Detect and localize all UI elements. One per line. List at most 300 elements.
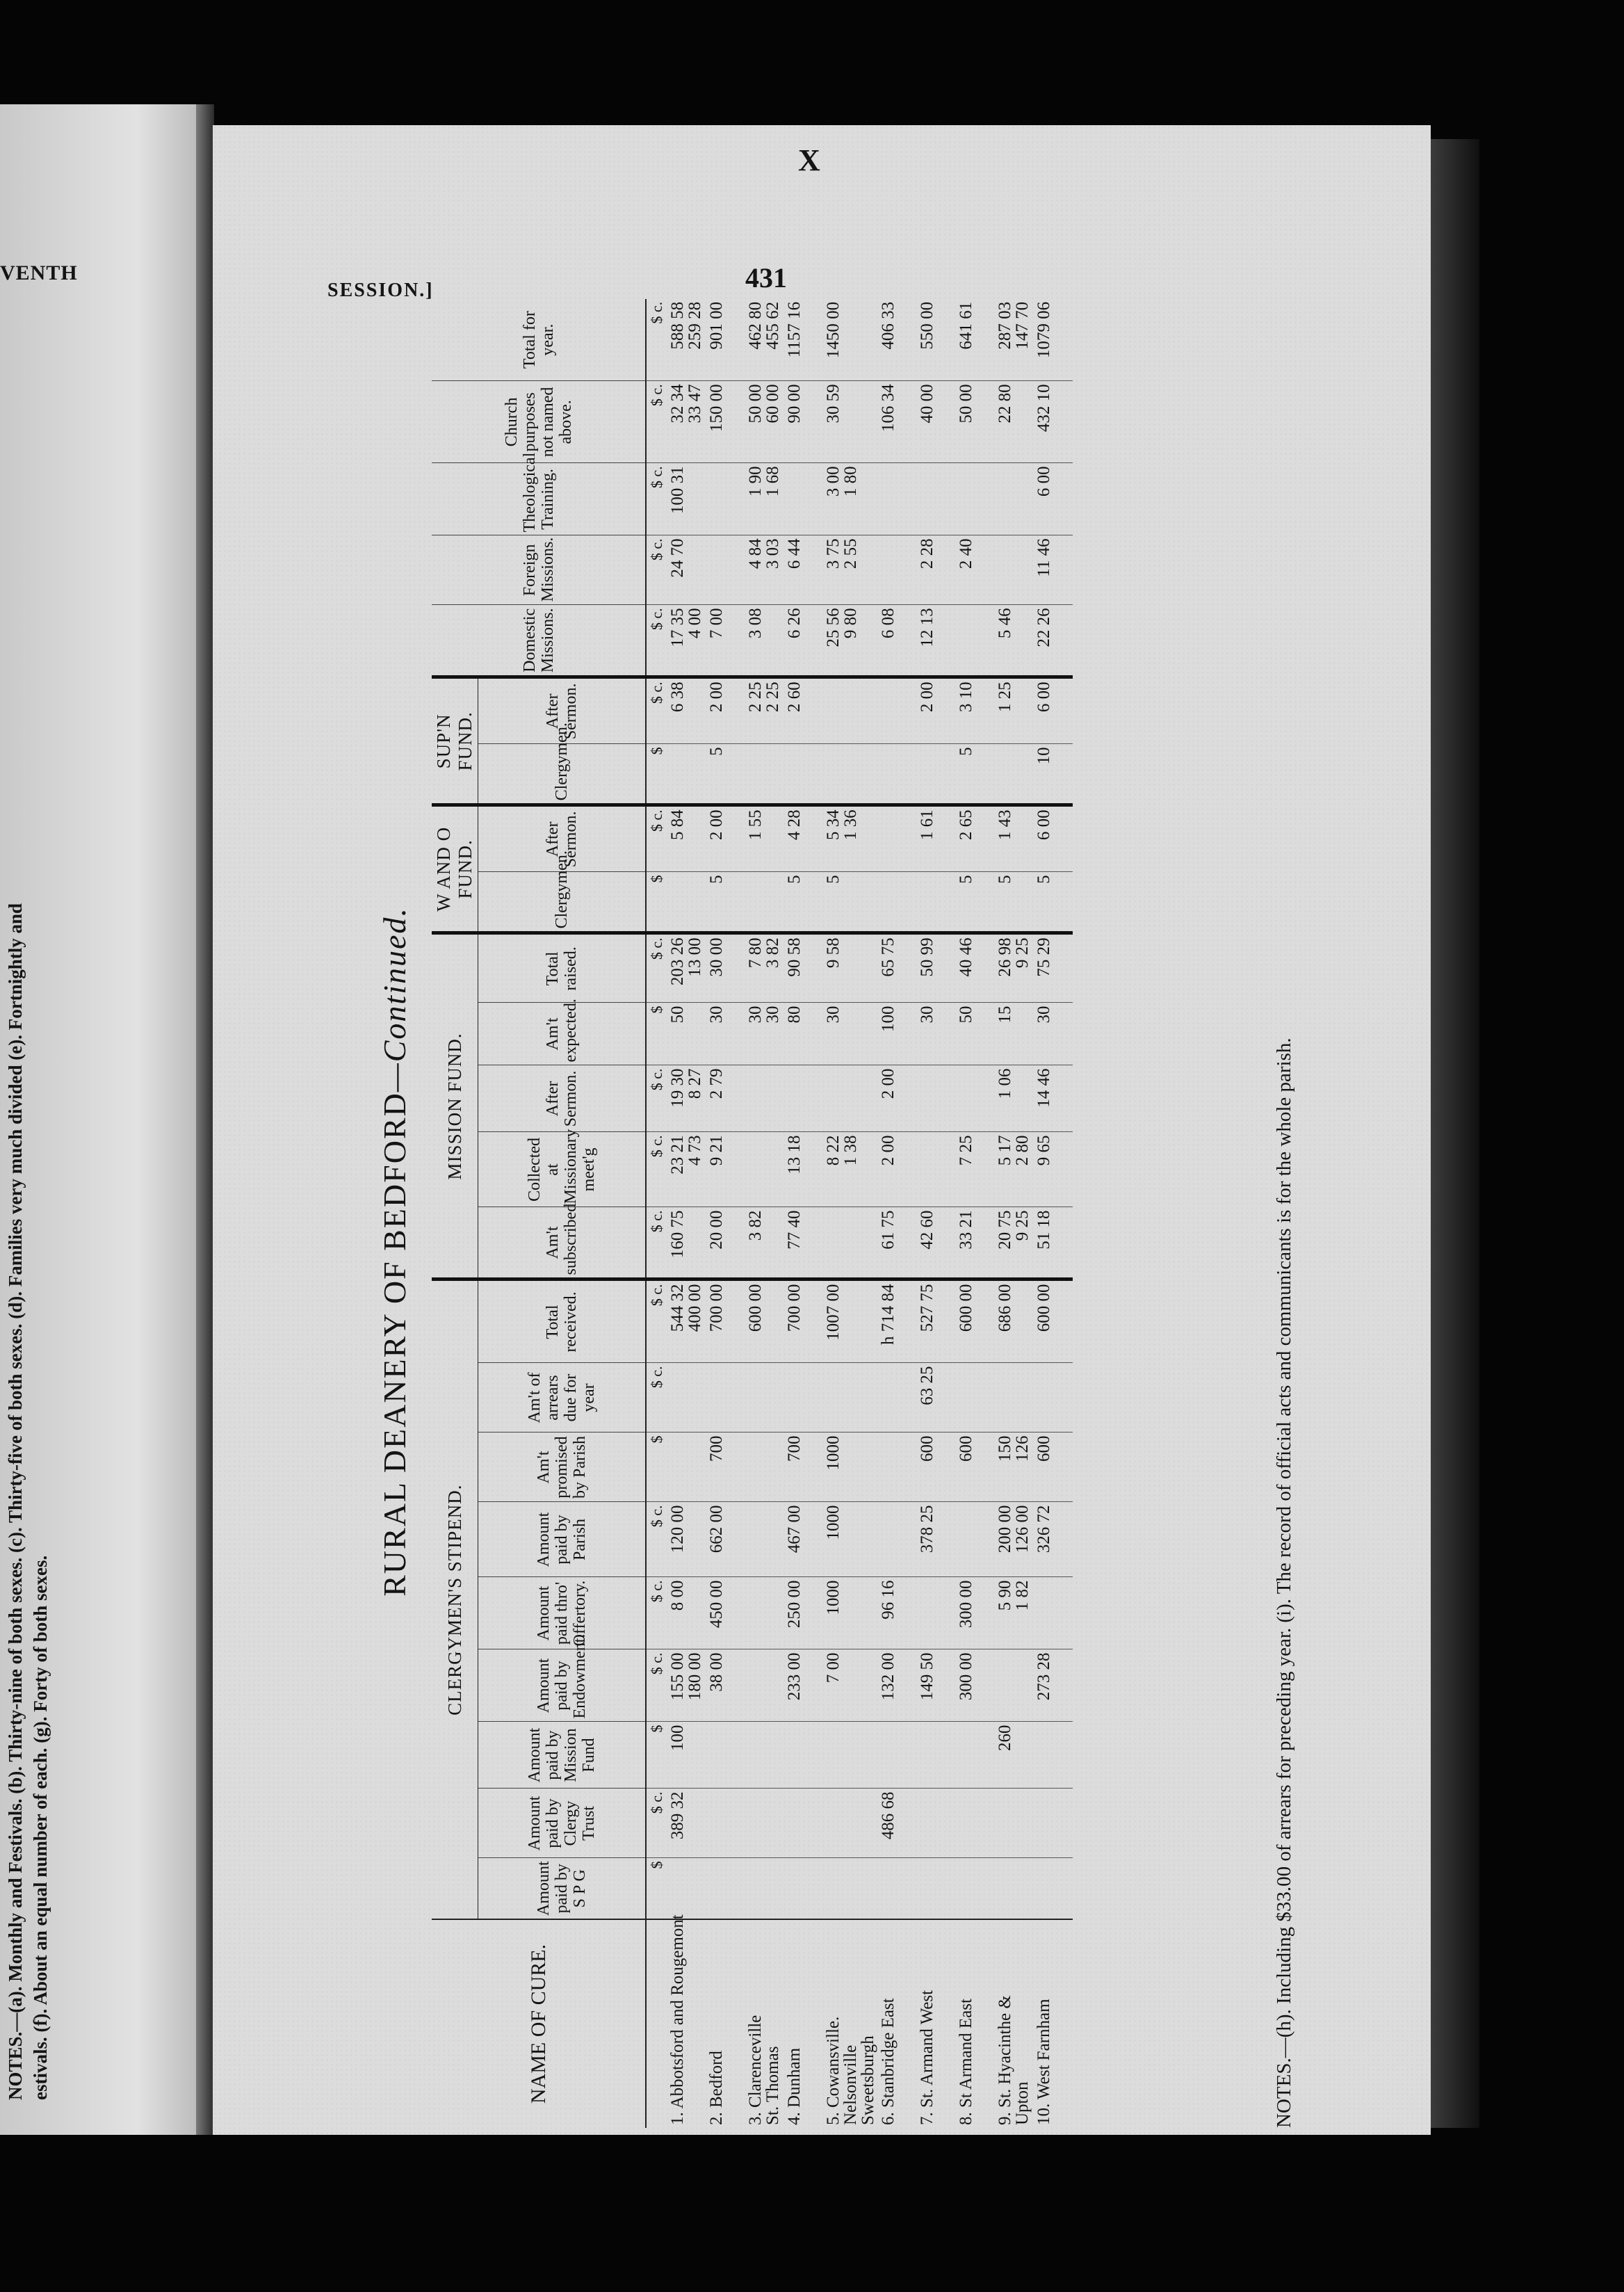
cure-name: 5. Cowansville. Nelsonville Sweetsburgh <box>823 1919 878 2128</box>
table-cell <box>745 1858 784 1919</box>
table-cell <box>878 1722 917 1789</box>
table-cell: 700 <box>784 1432 823 1502</box>
table-cell: 24 70 <box>667 535 706 605</box>
col-header: Amount paid by Clergy Trust <box>478 1789 647 1858</box>
table-cell <box>1034 1363 1073 1432</box>
col-header: Foreign Missions. <box>432 535 646 605</box>
table-cell <box>1034 1789 1073 1858</box>
col-header: Church purposes not named above. <box>432 381 646 463</box>
table-cell <box>878 872 917 933</box>
table-cell: 1450 00 <box>823 299 878 381</box>
table-cell: 63 25 <box>917 1363 956 1432</box>
table-cell <box>956 605 995 677</box>
table-cell: 5 <box>823 872 878 933</box>
table-cell: 5 <box>784 872 823 933</box>
table-cell: 30 00 <box>706 933 745 1003</box>
table-cell <box>823 1065 878 1132</box>
table-cell: 7 80 3 82 <box>745 933 784 1003</box>
col-header: Total raised. <box>478 933 647 1003</box>
table-cell: 106 34 <box>878 381 917 463</box>
table-cell <box>1034 1577 1073 1649</box>
col-header: Collected at Missionary meet'g <box>478 1132 647 1207</box>
table-cell: 527 75 <box>917 1280 956 1363</box>
table-cell: 1 55 <box>745 805 784 872</box>
table-cell: 600 <box>917 1432 956 1502</box>
table-cell: 700 00 <box>706 1280 745 1363</box>
table-cell: 3 08 <box>745 605 784 677</box>
page-number: 431 <box>745 262 787 293</box>
table-cell <box>784 744 823 805</box>
table-cell: 120 00 <box>667 1502 706 1577</box>
table-cell: 30 <box>823 1003 878 1065</box>
table-cell <box>784 1789 823 1858</box>
table-cell: 100 <box>667 1722 706 1789</box>
table-cell: 486 68 <box>878 1789 917 1858</box>
table-cell <box>878 1502 917 1577</box>
table-cell: 4 28 <box>784 805 823 872</box>
table-cell <box>745 1649 784 1722</box>
table-cell: 4 84 3 03 <box>745 535 784 605</box>
wo-group-header: W AND O FUND. <box>432 805 478 933</box>
table-cell <box>878 677 917 744</box>
table-cell: 75 29 <box>1034 933 1073 1003</box>
table-row <box>823 299 878 2128</box>
unit-cell: $ c. <box>646 535 667 605</box>
unit-cell: $ c. <box>646 1363 667 1432</box>
table-cell: 40 00 <box>917 381 956 463</box>
table-cell: 150 00 <box>706 381 745 463</box>
table-cell <box>706 463 745 535</box>
table-cell <box>917 1858 956 1919</box>
unit-cell: $ c. <box>646 1502 667 1577</box>
table-title: RURAL DEANERY OF BEDFORD—Continued. <box>377 907 412 1597</box>
table-cell: 250 00 <box>784 1577 823 1649</box>
table-cell <box>1034 1858 1073 1919</box>
unit-cell: $ c. <box>646 299 667 381</box>
cure-name: 1. Abbotsford and Rougemont <box>667 1919 706 2128</box>
table-cell: 3 82 <box>745 1207 784 1280</box>
table-cell: 1 43 <box>995 805 1034 872</box>
table-cell <box>745 1432 784 1502</box>
unit-cell: $ c. <box>646 1065 667 1132</box>
session-header: SESSION.] <box>327 280 434 301</box>
col-header: Am't promised by Parish <box>478 1432 647 1502</box>
table-cell: 17 35 4 00 <box>667 605 706 677</box>
cure-name: 8. St Armand East <box>956 1919 995 2128</box>
table-cell: 100 <box>878 1003 917 1065</box>
col-header: Am't subscribed <box>478 1207 647 1280</box>
table-cell: 9 21 <box>706 1132 745 1207</box>
table-cell: 3 75 2 55 <box>823 535 878 605</box>
table-cell: 1007 00 <box>823 1280 878 1363</box>
table-cell <box>917 1065 956 1132</box>
table-cell: 600 <box>956 1432 995 1502</box>
cure-name: 2. Bedford <box>706 1919 745 2128</box>
col-header: Clergymen. <box>478 872 647 933</box>
unit-cell: $ c. <box>646 1207 667 1280</box>
table-cell <box>706 535 745 605</box>
table-cell: 20 75 9 25 <box>995 1207 1034 1280</box>
unit-cell: $ <box>646 1003 667 1065</box>
table-cell: 450 00 <box>706 1577 745 1649</box>
col-header: Amount paid by Mission Fund <box>478 1722 647 1789</box>
table-cell: 600 00 <box>1034 1280 1073 1363</box>
left-notes-line-2: estivals. (f). About an equal number of each. (g). Forty of both sexes. <box>30 1555 51 2100</box>
table-cell: 33 21 <box>956 1207 995 1280</box>
table-cell: h 714 84 <box>878 1280 917 1363</box>
table-cell: 25 56 9 80 <box>823 605 878 677</box>
table-cell <box>667 1858 706 1919</box>
table-cell: 2 79 <box>706 1065 745 1132</box>
table-cell: 2 00 <box>917 677 956 744</box>
table-cell: 50 <box>956 1003 995 1065</box>
table-cell: 96 16 <box>878 1577 917 1649</box>
table-cell: 686 00 <box>995 1280 1034 1363</box>
table-cell: 2 60 <box>784 677 823 744</box>
table-cell: 11 46 <box>1034 535 1073 605</box>
table-cell: 5 <box>956 872 995 933</box>
table-cell: 149 50 <box>917 1649 956 1722</box>
table-cell <box>667 872 706 933</box>
table-cell: 406 33 <box>878 299 917 381</box>
table-cell: 700 <box>706 1432 745 1502</box>
table-cell: 50 00 60 00 <box>745 381 784 463</box>
table-cell: 2 25 2 25 <box>745 677 784 744</box>
table-cell: 30 <box>706 1003 745 1065</box>
table-cell: 155 00 180 00 <box>667 1649 706 1722</box>
table-cell: 7 00 <box>823 1649 878 1722</box>
table-cell <box>956 1858 995 1919</box>
table-cell: 20 00 <box>706 1207 745 1280</box>
table-cell: 160 75 <box>667 1207 706 1280</box>
table-cell: 5 <box>956 744 995 805</box>
table-cell: 13 18 <box>784 1132 823 1207</box>
table-cell: 132 00 <box>878 1649 917 1722</box>
table-cell: 42 60 <box>917 1207 956 1280</box>
table-cell: 32 34 33 47 <box>667 381 706 463</box>
table-cell <box>878 805 917 872</box>
table-cell: 432 10 <box>1034 381 1073 463</box>
table-cell: 6 00 <box>1034 805 1073 872</box>
unit-cell: $ <box>646 744 667 805</box>
table-cell <box>745 1502 784 1577</box>
table-cell: 2 28 <box>917 535 956 605</box>
table-cell: 7 25 <box>956 1132 995 1207</box>
table-cell: 662 00 <box>706 1502 745 1577</box>
table-cell: 2 00 <box>878 1065 917 1132</box>
table-cell: 6 38 <box>667 677 706 744</box>
unit-cell: $ c. <box>646 463 667 535</box>
unit-cell: $ c. <box>646 1577 667 1649</box>
table-cell <box>995 1858 1034 1919</box>
col-header: Amount paid by Parish <box>478 1502 647 1577</box>
table-row <box>706 299 745 2128</box>
unit-cell: $ c. <box>646 1649 667 1722</box>
table-cell: 26 98 9 25 <box>995 933 1034 1003</box>
left-page-notes <box>3 153 53 2100</box>
table-cell: 5 17 2 80 <box>995 1132 1034 1207</box>
table-cell: 6 44 <box>784 535 823 605</box>
table-cell <box>1034 1722 1073 1789</box>
table-cell <box>823 1858 878 1919</box>
table-cell <box>878 1363 917 1432</box>
unit-cell: $ <box>646 1722 667 1789</box>
table-cell <box>745 1363 784 1432</box>
table-cell: 1 25 <box>995 677 1034 744</box>
table-cell <box>784 1065 823 1132</box>
table-cell: 273 28 <box>1034 1649 1073 1722</box>
table-cell: 5 84 <box>667 805 706 872</box>
table-cell: 6 00 <box>1034 677 1073 744</box>
table-cell <box>823 1722 878 1789</box>
table-cell <box>823 744 878 805</box>
table-cell: 19 30 8 27 <box>667 1065 706 1132</box>
left-notes-line-1: NOTES.—(a). Monthly and Festivals. (b). Thirty-nine of both sexes. (c). Thirty-five of both sexes. (d). Families very much divided (e). Fortnightly and <box>5 903 26 2100</box>
table-cell: 40 46 <box>956 933 995 1003</box>
unit-cell: $ c. <box>646 1132 667 1207</box>
table-row <box>917 299 956 2128</box>
table-cell <box>823 1207 878 1280</box>
table-cell <box>878 744 917 805</box>
table-cell: 300 00 <box>956 1577 995 1649</box>
table-cell <box>706 1722 745 1789</box>
cure-name: 6. Stanbridge East <box>878 1919 917 2128</box>
table-cell: 22 80 <box>995 381 1034 463</box>
table-cell <box>706 1363 745 1432</box>
table-row <box>784 299 823 2128</box>
table-cell: 641 61 <box>956 299 995 381</box>
table-cell <box>878 1858 917 1919</box>
deanery-table <box>432 299 1073 2128</box>
table-cell <box>956 1722 995 1789</box>
table-cell <box>995 1649 1034 1722</box>
unit-cell: $ <box>646 1858 667 1919</box>
col-header: Amount paid by Endowment. <box>478 1649 647 1722</box>
table-cell: 9 65 <box>1034 1132 1073 1207</box>
unit-cell: $ <box>646 1432 667 1502</box>
table-cell <box>995 1789 1034 1858</box>
table-cell <box>784 1722 823 1789</box>
table-cell: 901 00 <box>706 299 745 381</box>
table-cell: 30 <box>1034 1003 1073 1065</box>
table-cell: 65 75 <box>878 933 917 1003</box>
page-marker: X <box>798 143 820 177</box>
col-header: Amount paid thro' Offertory. <box>478 1577 647 1649</box>
unit-cell: $ c. <box>646 381 667 463</box>
table-cell: 22 26 <box>1034 605 1073 677</box>
table-cell: 2 00 <box>706 677 745 744</box>
table-cell: 326 72 <box>1034 1502 1073 1577</box>
table-cell: 2 00 <box>878 1132 917 1207</box>
table-cell: 10 <box>1034 744 1073 805</box>
table-cell: 588 58 259 28 <box>667 299 706 381</box>
unit-cell: $ c. <box>646 605 667 677</box>
table-row <box>995 299 1034 2128</box>
col-header: Total received. <box>478 1280 647 1363</box>
table-cell: 90 00 <box>784 381 823 463</box>
table-cell <box>745 1065 784 1132</box>
table-cell <box>917 1132 956 1207</box>
table-cell: 6 26 <box>784 605 823 677</box>
table-cell: 30 59 <box>823 381 878 463</box>
table-row <box>956 299 995 2128</box>
table-cell: 14 46 <box>1034 1065 1073 1132</box>
rotated-table-block <box>369 301 1332 2128</box>
table-cell: 1 61 <box>917 805 956 872</box>
table-cell: 2 65 <box>956 805 995 872</box>
table-cell: 50 99 <box>917 933 956 1003</box>
mission-group-header: MISSION FUND. <box>432 933 478 1280</box>
table-cell: 389 32 <box>667 1789 706 1858</box>
table-cell: 1000 <box>823 1432 878 1502</box>
table-cell: 30 <box>917 1003 956 1065</box>
table-row <box>878 299 917 2128</box>
table-cell: 1 06 <box>995 1065 1034 1132</box>
table-cell <box>956 1065 995 1132</box>
table-cell <box>995 535 1034 605</box>
table-cell <box>706 1789 745 1858</box>
table-cell: 6 00 <box>1034 463 1073 535</box>
table-cell: 260 <box>995 1722 1034 1789</box>
table-cell <box>878 535 917 605</box>
table-cell: 544 32 400 00 <box>667 1280 706 1363</box>
table-cell: 80 <box>784 1003 823 1065</box>
table-cell: 1000 <box>823 1577 878 1649</box>
table-cell: 23 21 4 73 <box>667 1132 706 1207</box>
table-cell: 5 <box>995 872 1034 933</box>
table-cell: 15 <box>995 1003 1034 1065</box>
table-cell: 233 00 <box>784 1649 823 1722</box>
table-cell <box>667 1432 706 1502</box>
table-cell <box>917 1789 956 1858</box>
cure-name: 10. West Farnham <box>1034 1919 1073 2128</box>
table-cell: 3 00 1 80 <box>823 463 878 535</box>
table-cell: 2 00 <box>706 805 745 872</box>
cure-name: 3. Clarenceville St. Thomas <box>745 1919 784 2128</box>
table-cell: 61 75 <box>878 1207 917 1280</box>
table-cell: 287 03 147 70 <box>995 299 1034 381</box>
table-cell: 462 80 455 62 <box>745 299 784 381</box>
name-of-cure-header: NAME OF CURE. <box>432 1919 646 2128</box>
table-cell <box>667 1363 706 1432</box>
table-cell <box>784 1363 823 1432</box>
table-cell <box>745 1132 784 1207</box>
unit-cell: $ c. <box>646 677 667 744</box>
table-cell <box>745 1789 784 1858</box>
right-page <box>213 125 1431 2135</box>
table-cell <box>745 744 784 805</box>
col-header: After Sermon. <box>478 805 647 872</box>
table-cell: 51 18 <box>1034 1207 1073 1280</box>
table-row <box>1034 299 1073 2128</box>
table-cell: 550 00 <box>917 299 956 381</box>
table-cell <box>995 463 1034 535</box>
unit-cell: $ c. <box>646 1280 667 1363</box>
table-cell: 8 22 1 38 <box>823 1132 878 1207</box>
table-cell: 50 <box>667 1003 706 1065</box>
table-cell: 6 08 <box>878 605 917 677</box>
col-header: Total for year. <box>432 299 646 381</box>
cure-name: 9. St. Hyacinthe & Upton <box>995 1919 1034 2128</box>
table-row <box>667 299 706 2128</box>
table-cell <box>823 1789 878 1858</box>
unit-cell: $ <box>646 872 667 933</box>
table-cell <box>956 1363 995 1432</box>
table-cell: 467 00 <box>784 1502 823 1577</box>
table-cell: 3 10 <box>956 677 995 744</box>
table-cell <box>823 1363 878 1432</box>
table-notes: NOTES.—(h). Including $33.00 of arrears for preceding year. (i). The record of official acts and communicants is for the whole parish. <box>1273 1038 1295 2128</box>
table-cell: 2 40 <box>956 535 995 605</box>
table-cell <box>706 1858 745 1919</box>
page-edge <box>1431 139 1479 2128</box>
unit-cell: $ c. <box>646 1789 667 1858</box>
unit-cell: $ c. <box>646 933 667 1003</box>
table-cell: 5 90 1 82 <box>995 1577 1034 1649</box>
table-cell: 1157 16 <box>784 299 823 381</box>
running-head: VENTH <box>0 261 78 284</box>
table-cell: 5 46 <box>995 605 1034 677</box>
table-cell: 38 00 <box>706 1649 745 1722</box>
table-cell: 1000 <box>823 1502 878 1577</box>
table-cell: 77 40 <box>784 1207 823 1280</box>
stipend-group-header: CLERGYMEN'S STIPEND. <box>432 1280 478 1919</box>
table-cell: 200 00 126 00 <box>995 1502 1034 1577</box>
table-cell <box>823 677 878 744</box>
table-cell: 100 31 <box>667 463 706 535</box>
unit-cell: $ c. <box>646 805 667 872</box>
table-cell <box>917 744 956 805</box>
col-header: After Sermon. <box>478 1065 647 1132</box>
table-cell <box>745 872 784 933</box>
table-cell: 8 00 <box>667 1577 706 1649</box>
table-cell: 90 58 <box>784 933 823 1003</box>
table-cell: 7 00 <box>706 605 745 677</box>
table-cell <box>956 1789 995 1858</box>
col-header: Am't expected. <box>478 1003 647 1065</box>
table-cell <box>784 1858 823 1919</box>
table-cell <box>784 463 823 535</box>
table-cell: 5 34 1 36 <box>823 805 878 872</box>
table-row <box>745 299 784 2128</box>
table-cell: 5 <box>706 744 745 805</box>
col-header: Clergymen. <box>478 744 647 805</box>
table-cell: 5 <box>1034 872 1073 933</box>
book-gutter <box>196 104 214 2135</box>
table-cell: 600 00 <box>745 1280 784 1363</box>
table-cell: 203 26 13 00 <box>667 933 706 1003</box>
cure-name: 7. St. Armand West <box>917 1919 956 2128</box>
cure-name: 4. Dunham <box>784 1919 823 2128</box>
table-cell: 300 00 <box>956 1649 995 1722</box>
table-cell: 12 13 <box>917 605 956 677</box>
table-cell: 150 126 <box>995 1432 1034 1502</box>
table-cell <box>917 1577 956 1649</box>
units-row <box>646 299 667 2128</box>
table-cell <box>956 1502 995 1577</box>
table-cell: 700 00 <box>784 1280 823 1363</box>
col-header: Amount paid by S P G <box>478 1858 647 1919</box>
table-cell <box>745 1577 784 1649</box>
col-header: Am't of arrears due for year <box>478 1363 647 1432</box>
table-cell <box>667 744 706 805</box>
table-cell <box>878 463 917 535</box>
col-header: Domestic Missions. <box>432 605 646 677</box>
table-cell: 600 00 <box>956 1280 995 1363</box>
table-cell <box>917 872 956 933</box>
table-cell <box>995 744 1034 805</box>
table-cell: 1 90 1 68 <box>745 463 784 535</box>
